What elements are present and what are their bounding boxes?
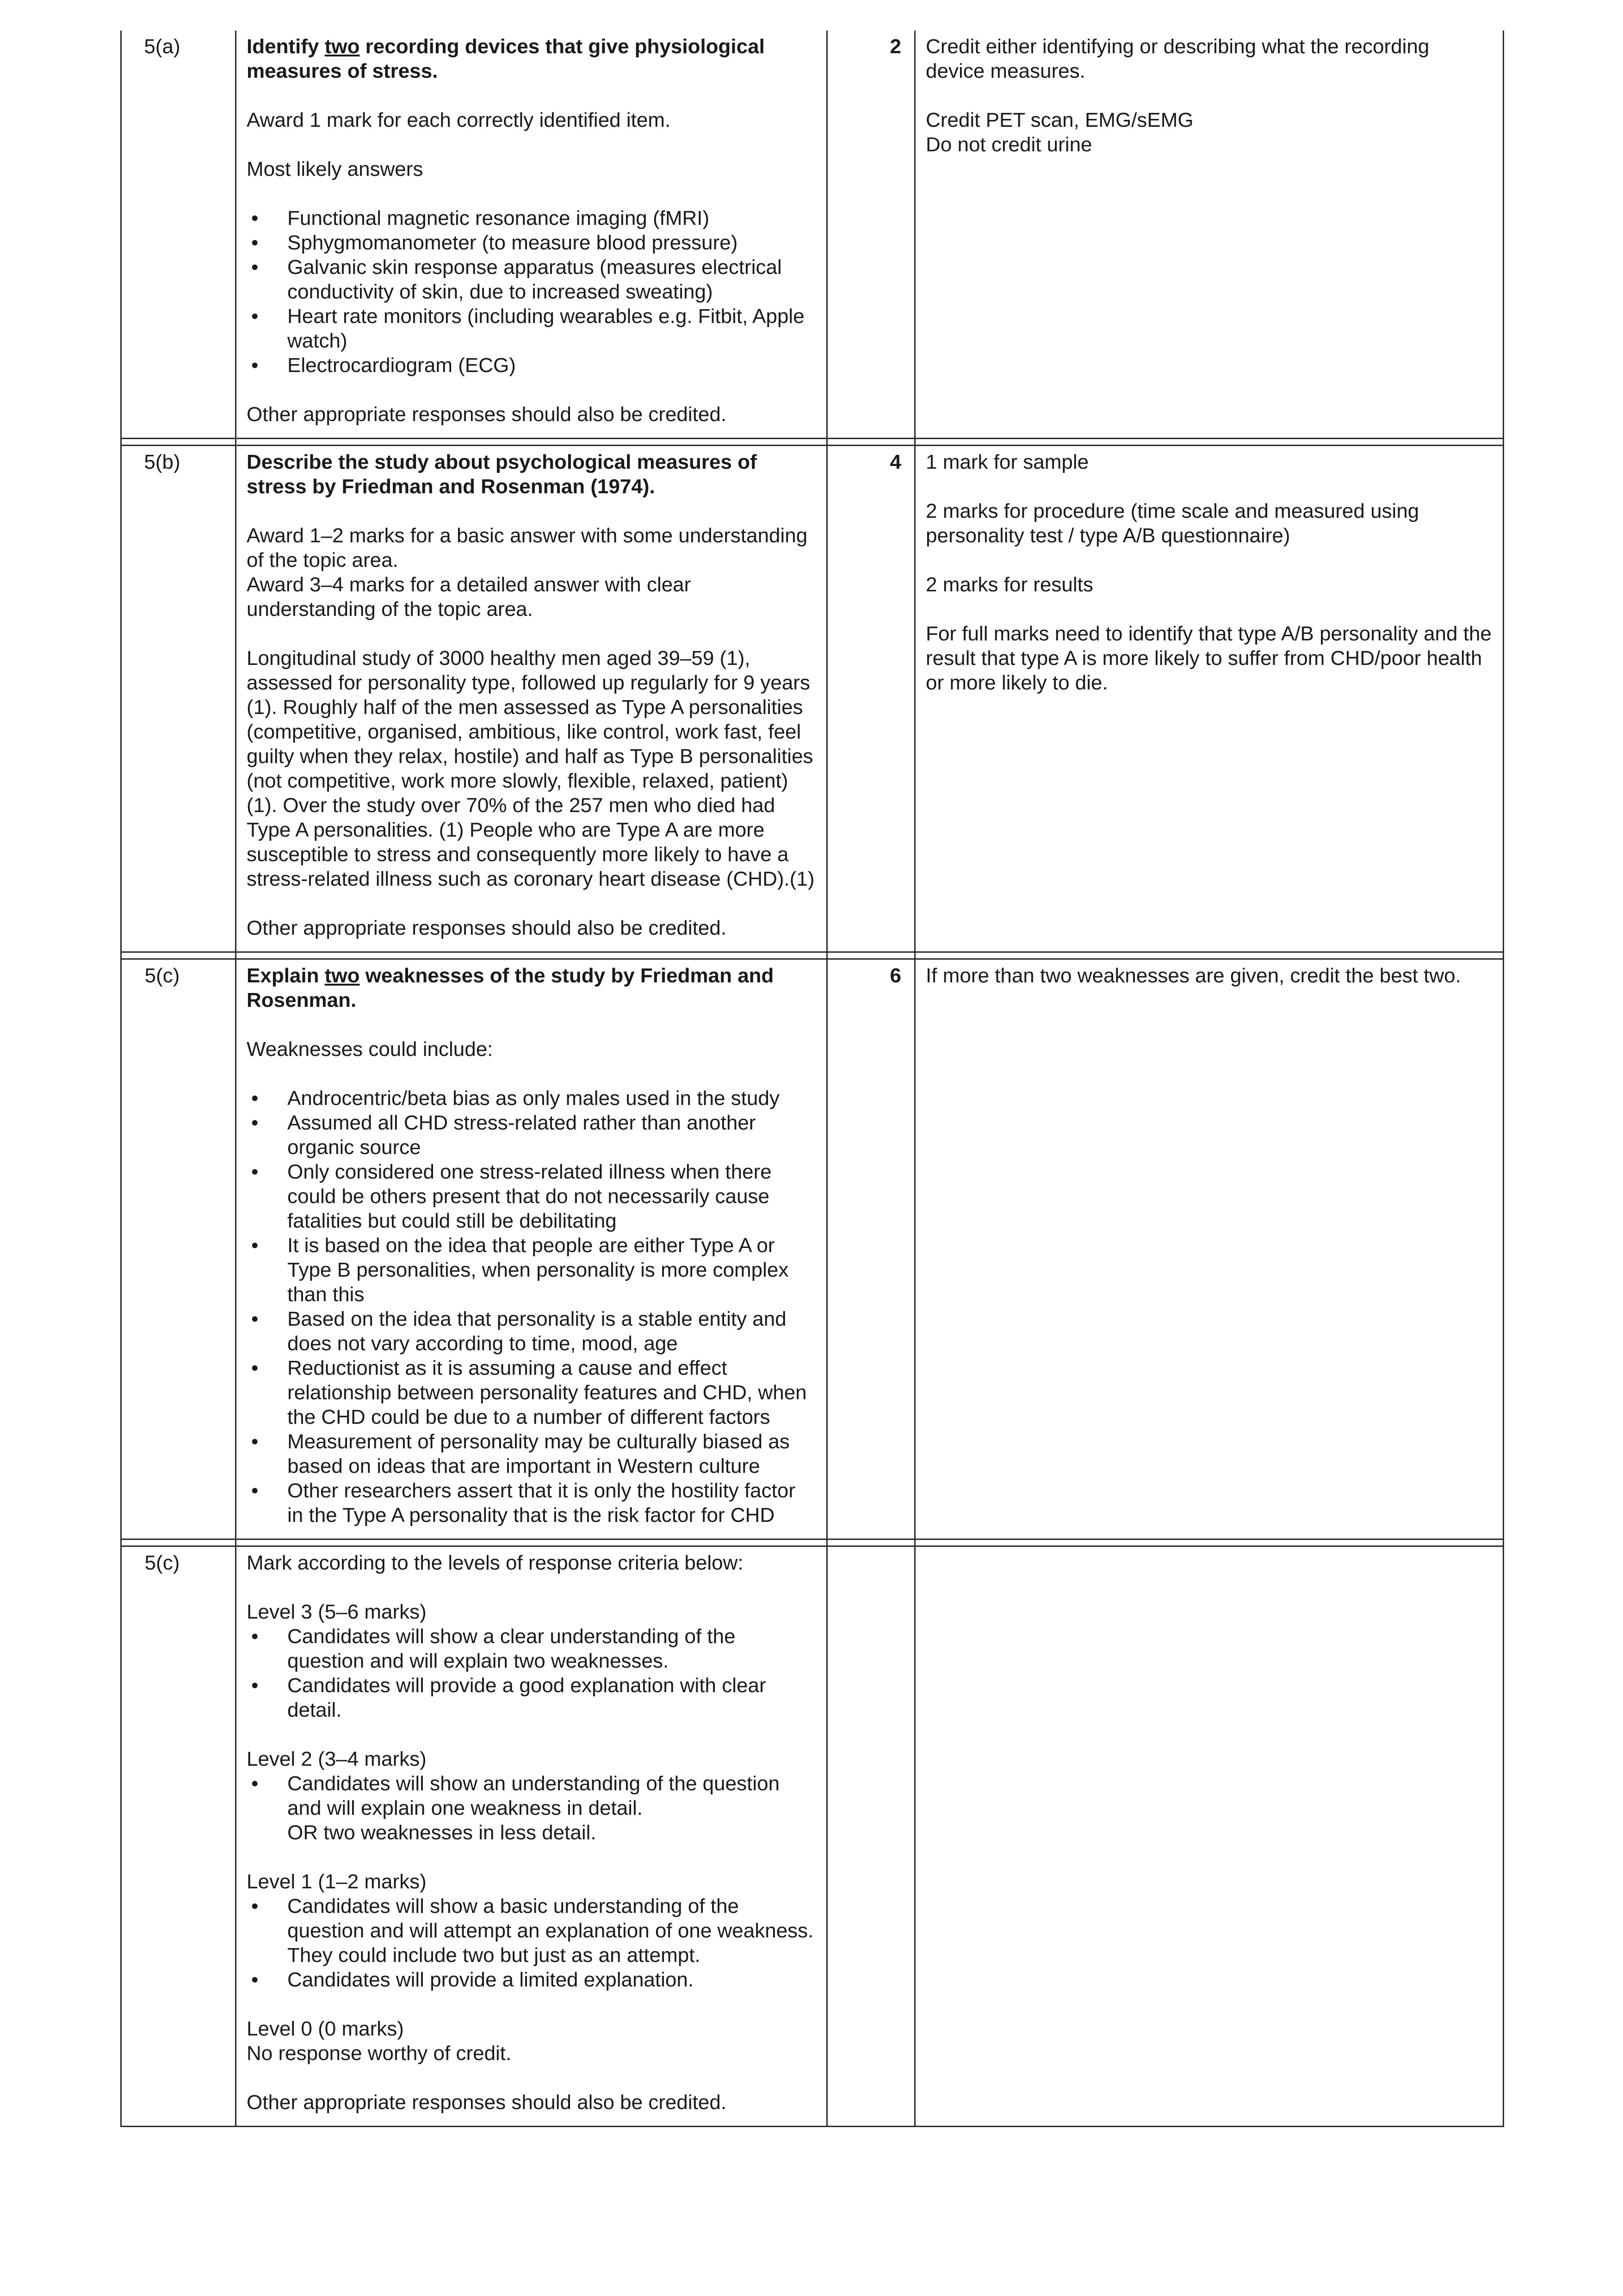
marks-cell: 6 [827,959,915,1539]
marks-cell: 2 [827,31,915,439]
award-text: Award 3–4 marks for a detailed answer with clear understanding of the topic area. [247,573,691,621]
guidance-text: Credit either identifying or describing what the recording device measures. [926,35,1430,82]
guidance-cell [915,1546,1504,2127]
weaknesses-intro: Weaknesses could include: [247,1038,493,1061]
question-number: 5(c) [121,1546,236,2127]
list-item: • Sphygmomanometer (to measure blood pressure) [247,230,816,255]
guidance-text: Do not credit urine [926,133,1092,156]
list-item: • Candidates will provide a good explanation with clear detail. [247,1673,816,1722]
guidance-text: 1 mark for sample [926,451,1089,473]
guidance-text: Credit PET scan, EMG/sEMG [926,109,1194,131]
row-separator [121,952,1504,959]
list-item: • Only considered one stress-related illness when there could be others present that do not necessarily cause fatalities but could still be debilitating [247,1160,816,1233]
level-heading: Level 1 (1–2 marks) [247,1870,427,1893]
other-responses-note: Other appropriate responses should also be credited. [247,2091,727,2114]
list-item: • It is based on the idea that people are either Type A or Type B personalities, when personality is more complex than this [247,1233,816,1307]
question-number: 5(a) [121,31,236,439]
levels-intro: Mark according to the levels of response criteria below: [247,1551,743,1574]
list-item: • Functional magnetic resonance imaging (fMRI) [247,206,816,230]
question-title: Explain two weaknesses of the study by Friedman and Rosenman. [247,964,774,1011]
guidance-text: For full marks need to identify that type A/B personality and the result that type A is more likely to suffer from CHD/poor health or more likely to die. [926,622,1492,694]
question-title: Describe the study about psychological measures of stress by Friedman and Rosenman (1974). [247,451,757,498]
level-1-block [247,1869,816,1992]
list-item: • Candidates will show a basic understanding of the question and will attempt an explanation of one weakness. They could include two but just as an attempt. [247,1894,816,1967]
question-number: 5(b) [121,446,236,952]
list-item: • Other researchers assert that it is only the hostility factor in the Type A personality that is the risk factor for CHD [247,1478,816,1527]
guidance-text: If more than two weaknesses are given, credit the best two. [926,964,1461,987]
table-row-5c [121,959,1504,1539]
question-number: 5(c) [121,959,236,1539]
other-responses-note: Other appropriate responses should also be credited. [247,403,727,426]
award-text: Award 1–2 marks for a basic answer with some understanding of the topic area. [247,524,808,571]
answer-cell [236,31,827,439]
level-heading: Level 3 (5–6 marks) [247,1601,427,1623]
answer-cell [236,959,827,1539]
table-row-5c-levels [121,1546,1504,2127]
table-row-5b [121,446,1504,952]
marks-cell [827,1546,915,2127]
model-answer: Longitudinal study of 3000 healthy men aged 39–59 (1), assessed for personality type, followed up regularly for 9 years (1). Roughly half of the men assessed as Type A personalities (competitive, organised, ambitious, like control, work fast, feel guilty when they relax, hostile) and half as Type B personalities (not competitive, work more slowly, flexible, relaxed, patient) (1). Over the study over 70% of the 257 men who died had Type A personalities. (1) People who are Type A are more susceptible to stress and consequently more likely to have a stress-related illness such as coronary heart disease (CHD).(1) [247,647,815,890]
award-text: Award 1 mark for each correctly identified item. [247,109,671,131]
level-2-block [247,1747,816,1845]
level-heading: Level 0 (0 marks) [247,2017,404,2040]
guidance-text: 2 marks for procedure (time scale and measured using personality test / type A/B questionnaire) [926,500,1419,547]
row-separator [121,439,1504,446]
level-criteria-list [247,1771,816,1845]
likely-answers-heading: Most likely answers [247,158,423,180]
answer-cell [236,446,827,952]
question-title: Identify two recording devices that give physiological measures of stress. [247,35,765,82]
list-item: • Reductionist as it is assuming a cause and effect relationship between personality features and CHD, when the CHD could be due to a number of different factors [247,1356,816,1429]
list-item: • Heart rate monitors (including wearables e.g. Fitbit, Apple watch) [247,304,816,353]
level-criteria-list [247,1624,816,1722]
list-item: • Candidates will show a clear understanding of the question and will explain two weaknesses. [247,1624,816,1673]
list-item: • Candidates will provide a limited explanation. [247,1967,816,1992]
row-separator [121,1539,1504,1546]
list-item: • Assumed all CHD stress-related rather than another organic source [247,1111,816,1160]
mark-scheme-table [120,31,1504,2127]
level-0-block [247,2017,816,2066]
level-criteria-list [247,1894,816,1992]
list-item: • Measurement of personality may be culturally biased as based on ideas that are important in Western culture [247,1429,816,1478]
list-item: • Based on the idea that personality is a stable entity and does not vary according to time, mood, age [247,1307,816,1356]
list-item: • Electrocardiogram (ECG) [247,353,816,378]
list-item: • Candidates will show an understanding of the question and will explain one weakness in detail. OR two weaknesses in less detail. [247,1771,816,1845]
guidance-text: 2 marks for results [926,573,1093,596]
guidance-cell [915,31,1504,439]
table-row-5a [121,31,1504,439]
answer-list [247,206,816,378]
level-text: No response worthy of credit. [247,2042,512,2065]
guidance-cell [915,959,1504,1539]
answer-list [247,1086,816,1527]
level-heading: Level 2 (3–4 marks) [247,1748,427,1770]
level-3-block [247,1600,816,1722]
list-item: • Galvanic skin response apparatus (measures electrical conductivity of skin, due to increased sweating) [247,255,816,304]
list-item: • Androcentric/beta bias as only males used in the study [247,1086,816,1111]
guidance-cell [915,446,1504,952]
other-responses-note: Other appropriate responses should also be credited. [247,917,727,939]
answer-cell [236,1546,827,2127]
marks-cell: 4 [827,446,915,952]
